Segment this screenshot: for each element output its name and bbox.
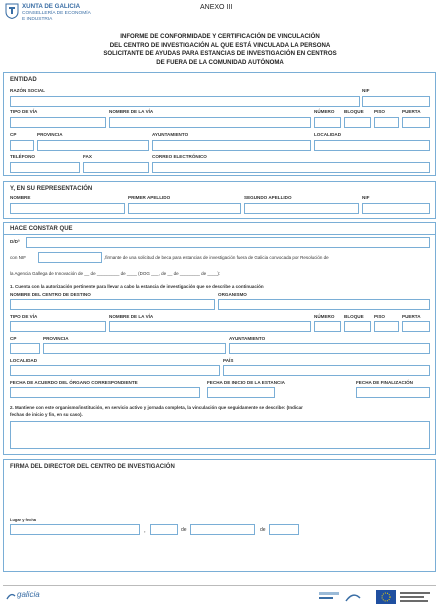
razon-social-label: RAZÓN SOCIAL xyxy=(10,88,45,93)
logo-dept-2: E INDUSTRIA xyxy=(22,17,53,22)
localidad-field[interactable] xyxy=(314,140,430,151)
rep-primer-apellido-field[interactable] xyxy=(128,203,241,214)
hc-numero-field[interactable] xyxy=(314,321,341,332)
nombre-via-field[interactable] xyxy=(109,117,311,128)
agency-logo-icon xyxy=(318,590,340,604)
hc-puerta-field[interactable] xyxy=(402,321,430,332)
firma-comma: , xyxy=(144,528,146,534)
representacion-title: Y, EN SU REPRESENTACIÓN xyxy=(10,186,93,192)
correo-label: CORREO ELECTRÓNICO xyxy=(152,154,207,159)
mes-field[interactable] xyxy=(190,524,255,535)
xunta-shield-icon xyxy=(5,3,19,19)
hc-localidad-label: LOCALIDAD xyxy=(10,358,38,363)
hc-nombre-via-field[interactable] xyxy=(109,321,311,332)
rep-nombre-field[interactable] xyxy=(10,203,125,214)
hc-nombre-via-label: NOMBRE DE LA VÍA xyxy=(109,314,154,319)
punto2-text-2: fechas de inicio y fin, en su caso). xyxy=(10,412,83,417)
firma-de-1: de xyxy=(181,527,187,533)
con-nif-field[interactable] xyxy=(38,252,102,263)
punto2-text-1: 2. Mantiene con este organismo/institución, en servicio activo y jornada completa, la vinculación que seguidamente se describe: (Indicar xyxy=(10,405,303,410)
nombre-centro-field[interactable] xyxy=(10,299,215,310)
hace-constar-title: HACE CONSTAR QUE xyxy=(10,226,73,232)
footer-logo-text: galicia xyxy=(17,590,40,599)
footer-divider xyxy=(3,585,436,586)
tipo-via-field[interactable] xyxy=(10,117,106,128)
nombre-via-label: NOMBRE DE LA VÍA xyxy=(109,109,154,114)
razon-social-field[interactable] xyxy=(10,96,360,107)
entidad-title: ENTIDAD xyxy=(10,77,37,83)
piso-label: PISO xyxy=(374,109,385,114)
hc-cp-label: CP xyxy=(10,336,17,341)
provincia-label: PROVINCIA xyxy=(37,132,63,137)
numero-label: NÚMERO xyxy=(314,109,335,114)
galicia-logo-icon xyxy=(6,591,16,601)
eu-flag-icon xyxy=(376,590,396,604)
form-title xyxy=(60,33,380,67)
hc-piso-label: PISO xyxy=(374,314,385,319)
fecha-inicio-field[interactable] xyxy=(207,387,275,398)
hc-bloque-label: BLOQUE xyxy=(344,314,364,319)
con-nif-label: con NIF xyxy=(10,255,27,260)
firma-de-2: de xyxy=(260,527,266,533)
hc-localidad-field[interactable] xyxy=(10,365,220,376)
title-line-2: DEL CENTRO DE INVESTIGACIÓN AL QUE ESTÁ VINCULADA LA PERSONA xyxy=(109,41,331,49)
hc-bloque-field[interactable] xyxy=(344,321,371,332)
hc-pais-label: PAÍS xyxy=(223,358,234,363)
entidad-nif-field[interactable] xyxy=(362,96,430,107)
fecha-fin-label: FECHA DE FINALIZACIÓN xyxy=(356,380,413,385)
anio-field[interactable] xyxy=(269,524,299,535)
rep-nif-label: NIF xyxy=(362,195,370,200)
firmante-text: ,firmante de una solicitud de beca para estancias de investigación fuera de Galicia convocada por Resolución de xyxy=(104,255,329,260)
piso-field[interactable] xyxy=(374,117,399,128)
cp-label: CP xyxy=(10,132,17,137)
representacion-section xyxy=(3,181,436,219)
cp-field[interactable] xyxy=(10,140,34,151)
fecha-acuerdo-field[interactable] xyxy=(10,387,200,398)
organismo-label: ORGANISMO xyxy=(218,292,247,297)
telefono-field[interactable] xyxy=(10,162,80,173)
gain-logo-icon xyxy=(344,590,362,604)
puerta-label: PUERTA xyxy=(402,109,421,114)
hace-constar-section xyxy=(3,222,436,455)
dia-field[interactable] xyxy=(150,524,178,535)
organismo-field[interactable] xyxy=(218,299,430,310)
dd-field[interactable] xyxy=(26,237,430,248)
hc-provincia-label: PROVINCIA xyxy=(43,336,69,341)
bloque-label: BLOQUE xyxy=(344,109,364,114)
rep-nif-field[interactable] xyxy=(362,203,430,214)
provincia-field[interactable] xyxy=(37,140,149,151)
hc-tipo-via-field[interactable] xyxy=(10,321,106,332)
firma-title: FIRMA DEL DIRECTOR DEL CENTRO DE INVESTIGACIÓN xyxy=(10,464,175,470)
nombre-centro-label: NOMBRE DEL CENTRO DE DESTINO xyxy=(10,292,91,297)
title-line-1: INFORME DE CONFORMIDADE Y CERTIFICACIÓN DE VINCULACIÓN xyxy=(120,33,320,40)
hc-ayuntamiento-label: AYUNTAMIENTO xyxy=(229,336,266,341)
bloque-field[interactable] xyxy=(344,117,371,128)
annex-label: ANEXO III xyxy=(200,4,233,11)
hc-provincia-field[interactable] xyxy=(43,343,226,354)
hc-numero-label: NÚMERO xyxy=(314,314,335,319)
rep-segundo-apellido-label: SEGUNDO APELLIDO xyxy=(244,195,292,200)
tipo-via-label: TIPO DE VÍA xyxy=(10,109,38,114)
title-line-3: SOLICITANTE DE AYUDAS PARA ESTANCIAS DE INVESTIGACIÓN EN CENTROS xyxy=(103,50,337,58)
hc-piso-field[interactable] xyxy=(374,321,399,332)
ayuntamiento-label: AYUNTAMIENTO xyxy=(152,132,189,137)
fecha-acuerdo-label: FECHA DE ACUERDO DEL ÓRGANO CORRESPONDIENTE xyxy=(10,380,138,385)
lugar-field[interactable] xyxy=(10,524,140,535)
rep-nombre-label: NOMBRE xyxy=(10,195,31,200)
hace-constar-divider xyxy=(4,234,435,235)
puerta-field[interactable] xyxy=(402,117,430,128)
punto1-text: 1. Cuenta con la autorización pertinente para llevar a cabo la estancia de investigación que se describe a continuación xyxy=(10,284,264,289)
hc-tipo-via-label: TIPO DE VÍA xyxy=(10,314,38,319)
rep-segundo-apellido-field[interactable] xyxy=(244,203,359,214)
vinculacion-field[interactable] xyxy=(10,421,430,449)
telefono-label: TELÉFONO xyxy=(10,154,36,159)
hc-ayuntamiento-field[interactable] xyxy=(229,343,430,354)
logo-dept-1: CONSELLERÍA DE ECONOMÍA xyxy=(22,11,91,16)
fecha-fin-field[interactable] xyxy=(356,387,430,398)
fecha-inicio-label: FECHA DE INICIO DE LA ESTANCIA xyxy=(207,380,285,385)
lugar-fecha-label: Lugar y fecha xyxy=(10,517,37,522)
hc-puerta-label: PUERTA xyxy=(402,314,421,319)
ayuntamiento-field[interactable] xyxy=(152,140,311,151)
agencia-text: la Agencia Gallega de Innovación de __ de _________ de ____ (DOG ___, de __ de ________ de ____): xyxy=(10,271,221,276)
dd-label: D/Dª xyxy=(10,239,20,244)
firma-section xyxy=(3,459,436,572)
localidad-label: LOCALIDAD xyxy=(314,132,342,137)
rep-primer-apellido-label: PRIMER APELLIDO xyxy=(128,195,171,200)
fax-label: FAX xyxy=(83,154,92,159)
entidad-section xyxy=(3,72,436,176)
title-line-4: DE FUERA DE LA COMUNIDAD AUTÓNOMA xyxy=(156,58,284,66)
hc-pais-field[interactable] xyxy=(223,365,430,376)
fax-field[interactable] xyxy=(83,162,149,173)
hc-cp-field[interactable] xyxy=(10,343,40,354)
eu-fund-logo-icon xyxy=(400,590,434,604)
logo-org: XUNTA DE GALICIA xyxy=(22,3,81,10)
entidad-nif-label: NIF xyxy=(362,88,370,93)
correo-field[interactable] xyxy=(152,162,430,173)
numero-field[interactable] xyxy=(314,117,341,128)
